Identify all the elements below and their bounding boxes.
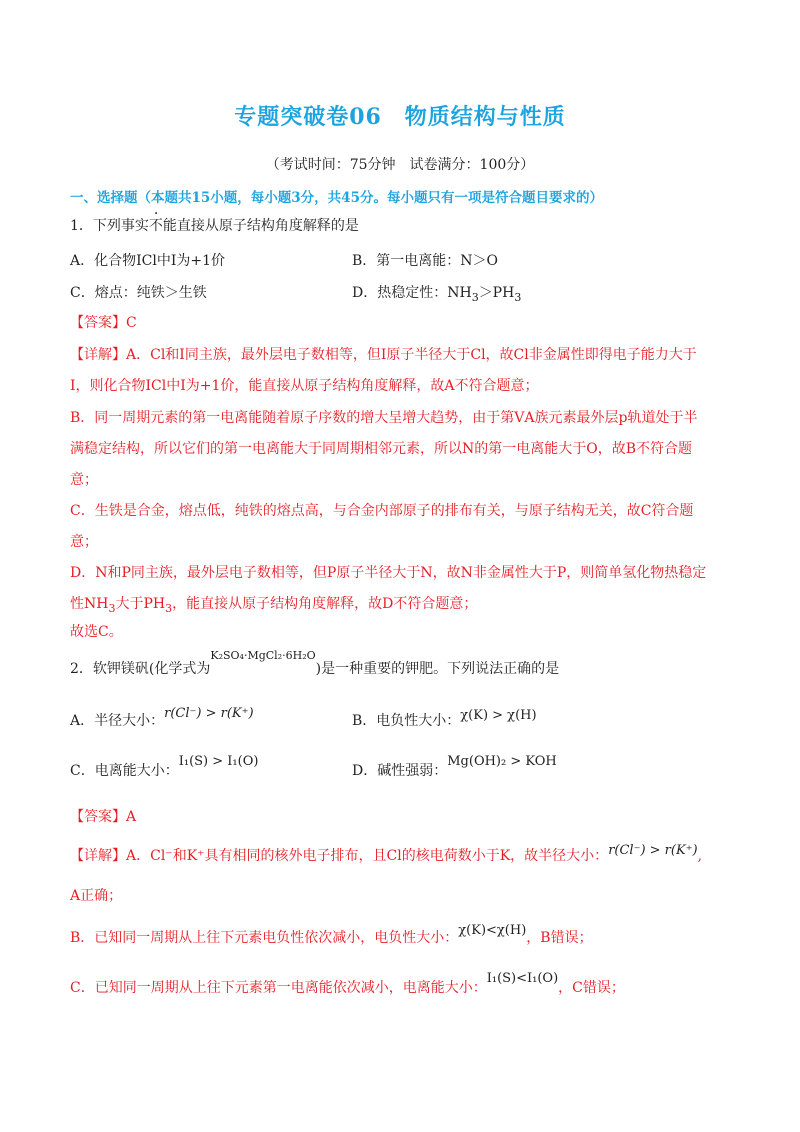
math-expression: r(Cl⁻) > r(K⁺) xyxy=(164,706,254,721)
math-expression: r(Cl⁻) > r(K⁺) xyxy=(608,843,698,858)
q2-option-d: D．碱性强弱：Mg(OH)₂ > KOH xyxy=(352,754,557,779)
q2-option-a: A．半径大小：r(Cl⁻) > r(K⁺) xyxy=(70,706,254,729)
q1-detail-line: D．N和P同主族，最外层电子数相等，但P原子半径大于N，故N非金属性大于P，则简单氢化物热稳定 xyxy=(70,565,707,581)
q1-conclusion: 故选C。 xyxy=(70,624,123,640)
chemical-formula: K₂SO₄·MgCl₂·6H₂O xyxy=(210,649,316,662)
q2-detail-line: C．已知同一周期从上往下元素第一电离能依次减小，电离能大小：I₁(S)<I₁(O)，C错误； xyxy=(70,971,625,996)
q1-detail-line: 意； xyxy=(70,472,98,488)
q1-detail-line: 满稳定结构，所以它们的第一电离能大于同周期相邻元素，所以N的第一电离能大于O，故B不符合题 xyxy=(70,441,693,457)
q1-option-b: B．第一电离能：N＞O xyxy=(352,253,499,269)
q1-option-d: D．热稳定性：$NH_3>PH_3$ xyxy=(352,285,522,304)
q1-stem: 1．下列事实不能直接从原子结构角度解释的是 xyxy=(70,218,359,234)
q2-detail-line: 【详解】A．Cl⁻和K⁺具有相同的核外电子排布，且Cl的核电荷数小于K，故半径大小：r(Cl⁻) > r(K⁺), xyxy=(70,843,703,864)
q2-detail-line: A正确； xyxy=(70,888,123,904)
page-title: 专题突破卷06 物质结构与性质 xyxy=(234,104,566,130)
q1-detail-line: B．同一周期元素的第一电离能随着原子序数的增大呈增大趋势，由于第ⅤA族元素最外层p轨道处于半 xyxy=(70,410,698,426)
emphasis-text: 不能 xyxy=(148,218,177,234)
exam-info: （考试时间：75分钟 试卷满分：100分） xyxy=(265,157,535,173)
q1-option-a: A．化合物ICl中I为+1价 xyxy=(70,253,225,269)
math-expression: Mg(OH)₂ > KOH xyxy=(447,754,557,769)
math-expression: I₁(S)<I₁(O) xyxy=(486,971,559,986)
q1-detail-line: 意； xyxy=(70,534,98,550)
q1-detail-line: C．生铁是合金，熔点低，纯铁的熔点高，与合金内部原子的排布有关，与原子结构无关，故C符合题 xyxy=(70,503,694,519)
q1-option-c: C．熔点：纯铁＞生铁 xyxy=(70,285,207,301)
q1-answer: 【答案】C xyxy=(70,315,137,331)
math-expression: I₁(S) > I₁(O) xyxy=(178,754,259,769)
q1-detail-line: 性$NH_3$大于$PH_3$，能直接从原子结构角度解释，故D不符合题意； xyxy=(70,596,478,615)
q2-detail-line: B．已知同一周期从上往下元素电负性依次减小，电负性大小：χ(K)<χ(H)，B错误； xyxy=(70,923,593,946)
q1-detail-line: 【详解】A．Cl和I同主族，最外层电子数相等，但I原子半径大于Cl，故Cl非金属性即得电子能力大于 xyxy=(70,347,697,363)
q2-stem: 2．软钾镁矾(化学式为$^{K_2SO_4\cdot MgCl_2\cdot 6H_2O}$)是一种重要的钾肥。下列说法正确的是 xyxy=(70,649,560,677)
math-expression: χ(K) > χ(H) xyxy=(460,708,537,723)
q2-option-b: B．电负性大小：χ(K) > χ(H) xyxy=(352,708,537,729)
q2-option-c: C．电离能大小：I₁(S) > I₁(O) xyxy=(70,754,259,779)
q2-answer: 【答案】A xyxy=(70,809,137,825)
math-expression: χ(K)<χ(H) xyxy=(458,923,527,938)
section-heading: 一、选择题（本题共15小题，每小题3分，共45分。每小题只有一项是符合题目要求的） xyxy=(70,190,603,206)
q1-detail-line: I，则化合物ICl中I为+1价，能直接从原子结构角度解释，故A不符合题意； xyxy=(70,378,539,394)
